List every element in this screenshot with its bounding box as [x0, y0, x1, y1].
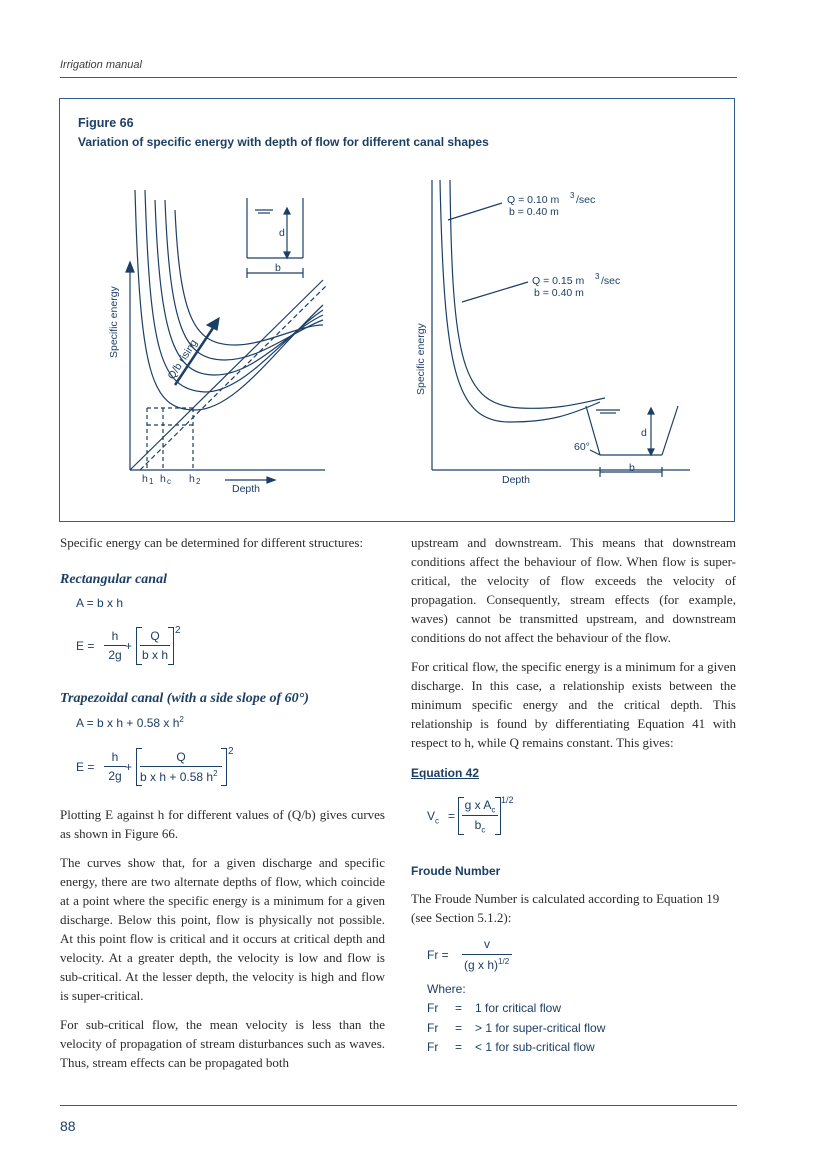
where-row-3	[427, 1040, 595, 1054]
rect-area-eq: A = b x h	[76, 596, 124, 610]
left-chart-inset-d: d	[279, 227, 285, 239]
where-label: Where:	[427, 982, 466, 996]
trap-eq-den	[140, 769, 218, 784]
eq42-bar	[462, 815, 498, 816]
where-row-3-b: =	[455, 1040, 463, 1054]
where-row-1	[427, 1001, 561, 1015]
left-column	[60, 533, 385, 552]
eq42-vc-text: V	[427, 809, 436, 823]
left-chart-ylabel: Specific energy	[108, 286, 120, 358]
right-chart-q1-unit: /sec	[576, 194, 596, 206]
trap-eq-h: h	[111, 750, 119, 764]
where-row-2-c: > 1 for super-critical flow	[475, 1021, 606, 1035]
left-chart-curve-2	[145, 190, 323, 392]
where-row-1-b: =	[455, 1001, 463, 1015]
trap-eq-2g: 2g	[108, 769, 122, 783]
para-plotting: Plotting E against h for different values of (Q/b) gives curves as shown in Figure 66.	[60, 807, 385, 841]
trap-canal-heading: Trapezoidal canal (with a side slope of 60°)	[60, 691, 309, 706]
where-row-2-a: Fr	[427, 1021, 439, 1035]
left-chart-tick-hc-sub: c	[167, 477, 171, 486]
froude-fr: Fr =	[427, 948, 449, 962]
trap-area-text: A = b x h + 0.58 x h	[76, 716, 180, 730]
where-row-3-c: < 1 for sub-critical flow	[475, 1040, 595, 1054]
right-chart	[410, 170, 710, 490]
where-row-1-c: 1 for critical flow	[475, 1001, 562, 1015]
trap-eq-plus: +	[125, 760, 133, 774]
para-critical: For critical flow, the specific energy is a minimum for a given discharge. In this case, a relationship exists between the minimum specific energy and the critical depth. This relationship is found by differentiating Equation 41 with respect to h, while Q remains constant. This gives:	[411, 659, 736, 750]
left-chart-tick-h2-sub: 2	[196, 477, 201, 486]
trap-eq-square: 2	[228, 746, 234, 757]
left-chart-inset-b: b	[275, 262, 281, 274]
para-subcritical: For sub-critical flow, the mean velocity is less than the velocity of propagation of stream disturbances such as waves. Thus, stream effects can be propagated both	[60, 1017, 385, 1070]
eq42-bc-sub: c	[481, 825, 486, 835]
page-number: 88	[60, 1118, 76, 1134]
left-chart-curve-3	[155, 200, 323, 375]
para-upstream: upstream and downstream. This means that downstream conditions affect the behaviour of flow. When flow is super-critical, the velocity of flow exceeds the velocity of propagation. Consequently, stream effects (for example, waves) cannot be transmitted upstream, and downstream conditions do not affect the behaviour of the flow.	[411, 535, 736, 645]
left-chart-curve-5	[175, 210, 323, 345]
left-chart-tick-h1: h	[142, 473, 148, 485]
rect-eq-bar2	[140, 645, 170, 646]
where-row-2	[427, 1021, 605, 1035]
right-chart-q2-sup: 3	[595, 272, 600, 281]
right-chart-q1-sup: 3	[570, 191, 575, 200]
left-chart-xlabel: Depth	[232, 483, 261, 495]
trap-eq-bar2	[140, 766, 222, 767]
right-chart-ylabel: Specific energy	[415, 323, 427, 395]
froude-text: The Froude Number is calculated according to Equation 19 (see Section 5.1.2):	[411, 891, 720, 925]
figure-title: Variation of specific energy with depth of flow for different canal shapes	[78, 135, 489, 149]
eq42-gxa: g x A	[464, 798, 492, 812]
froude-den	[464, 957, 509, 972]
right-chart-inset-angle: 60°	[574, 441, 590, 453]
left-chart-arrow-label: Q/b rising	[165, 337, 200, 382]
rect-eq-plus: +	[125, 639, 133, 653]
rect-eq-bxh: b x h	[141, 648, 168, 662]
rect-canal-heading: Rectangular canal	[60, 572, 167, 587]
froude-den-exp: 1/2	[498, 957, 510, 966]
header-rule	[60, 77, 737, 78]
froude-bar	[462, 954, 512, 955]
right-chart-q2-b: b = 0.40 m	[534, 287, 584, 299]
rect-eq-2g: 2g	[108, 648, 122, 662]
where-row-2-b: =	[455, 1021, 463, 1035]
equation-42-heading: Equation 42	[411, 766, 480, 780]
figure-label: Figure 66	[78, 116, 134, 130]
left-chart-y-arrow	[126, 262, 134, 272]
froude-den-text: (g x h)	[464, 958, 499, 972]
trap-eq-q: Q	[176, 750, 186, 764]
eq42-exponent: 1/2	[501, 795, 514, 805]
left-chart-curve-4	[165, 200, 323, 360]
left-chart-asymptote	[130, 280, 323, 470]
rect-e-label: E =	[76, 639, 95, 653]
left-chart-tick-h2: h	[189, 473, 195, 485]
eq42-numerator	[462, 798, 498, 814]
where-row-3-a: Fr	[427, 1040, 439, 1054]
rect-eq-h: h	[111, 629, 119, 643]
right-chart-xlabel: Depth	[502, 474, 531, 486]
eq42-equals: =	[448, 809, 456, 823]
rect-eq-square: 2	[175, 625, 181, 636]
right-chart-inset-b: b	[629, 462, 635, 474]
trap-eq-bar1	[104, 766, 126, 767]
trap-eq-den-text: b x h + 0.58 h	[140, 770, 214, 784]
eq42-bc: b	[474, 818, 482, 832]
rect-eq-bar1	[104, 645, 126, 646]
intro-text: Specific energy can be determined for different structures:	[60, 535, 364, 550]
trap-e-label: E =	[76, 760, 95, 774]
rect-eq-bracket-right	[168, 627, 174, 665]
where-row-1-a: Fr	[427, 1001, 439, 1015]
rect-eq-q: Q	[150, 629, 160, 643]
left-column-body	[60, 805, 385, 1072]
right-chart-q2-label: Q = 0.15 m	[532, 275, 585, 287]
trap-area-sup: 2	[179, 715, 184, 724]
para-curves: The curves show that, for a given discharge and specific energy, there are two alternate depths of flow, which coincide at a point where the specific energy is a minimum for a given discharge. Below this point, flow is physically not possible. At this point flow is critical and it occurs at critical depth and velocity. At a greater depth, the velocity is low and flow is sub-critical. At the lesser depth, the velocity is high and flow is super-critical.	[60, 855, 385, 1003]
left-chart-tick-hc: h	[160, 473, 166, 485]
trap-eq-den-sup: 2	[213, 769, 218, 778]
trap-eq-bracket-right	[221, 748, 227, 786]
eq42-vc	[427, 809, 439, 825]
trap-area-eq	[76, 715, 184, 730]
eq42-denominator	[462, 818, 498, 834]
left-chart-tick-h1-sub: 1	[149, 477, 154, 486]
froude-text-block	[411, 889, 736, 927]
froude-num: v	[484, 937, 490, 951]
right-chart-inset-d: d	[641, 427, 647, 439]
froude-heading: Froude Number	[411, 864, 501, 878]
footer-rule	[60, 1105, 737, 1106]
running-header: Irrigation manual	[60, 59, 142, 71]
eq42-gxa-sub: c	[491, 805, 496, 815]
right-chart-q1-label: Q = 0.10 m	[507, 194, 560, 206]
left-chart	[95, 170, 345, 500]
eq42-vc-sub: c	[435, 816, 440, 826]
right-column	[411, 533, 736, 752]
right-chart-q2-unit: /sec	[601, 275, 621, 287]
right-chart-q1-b: b = 0.40 m	[509, 206, 559, 218]
